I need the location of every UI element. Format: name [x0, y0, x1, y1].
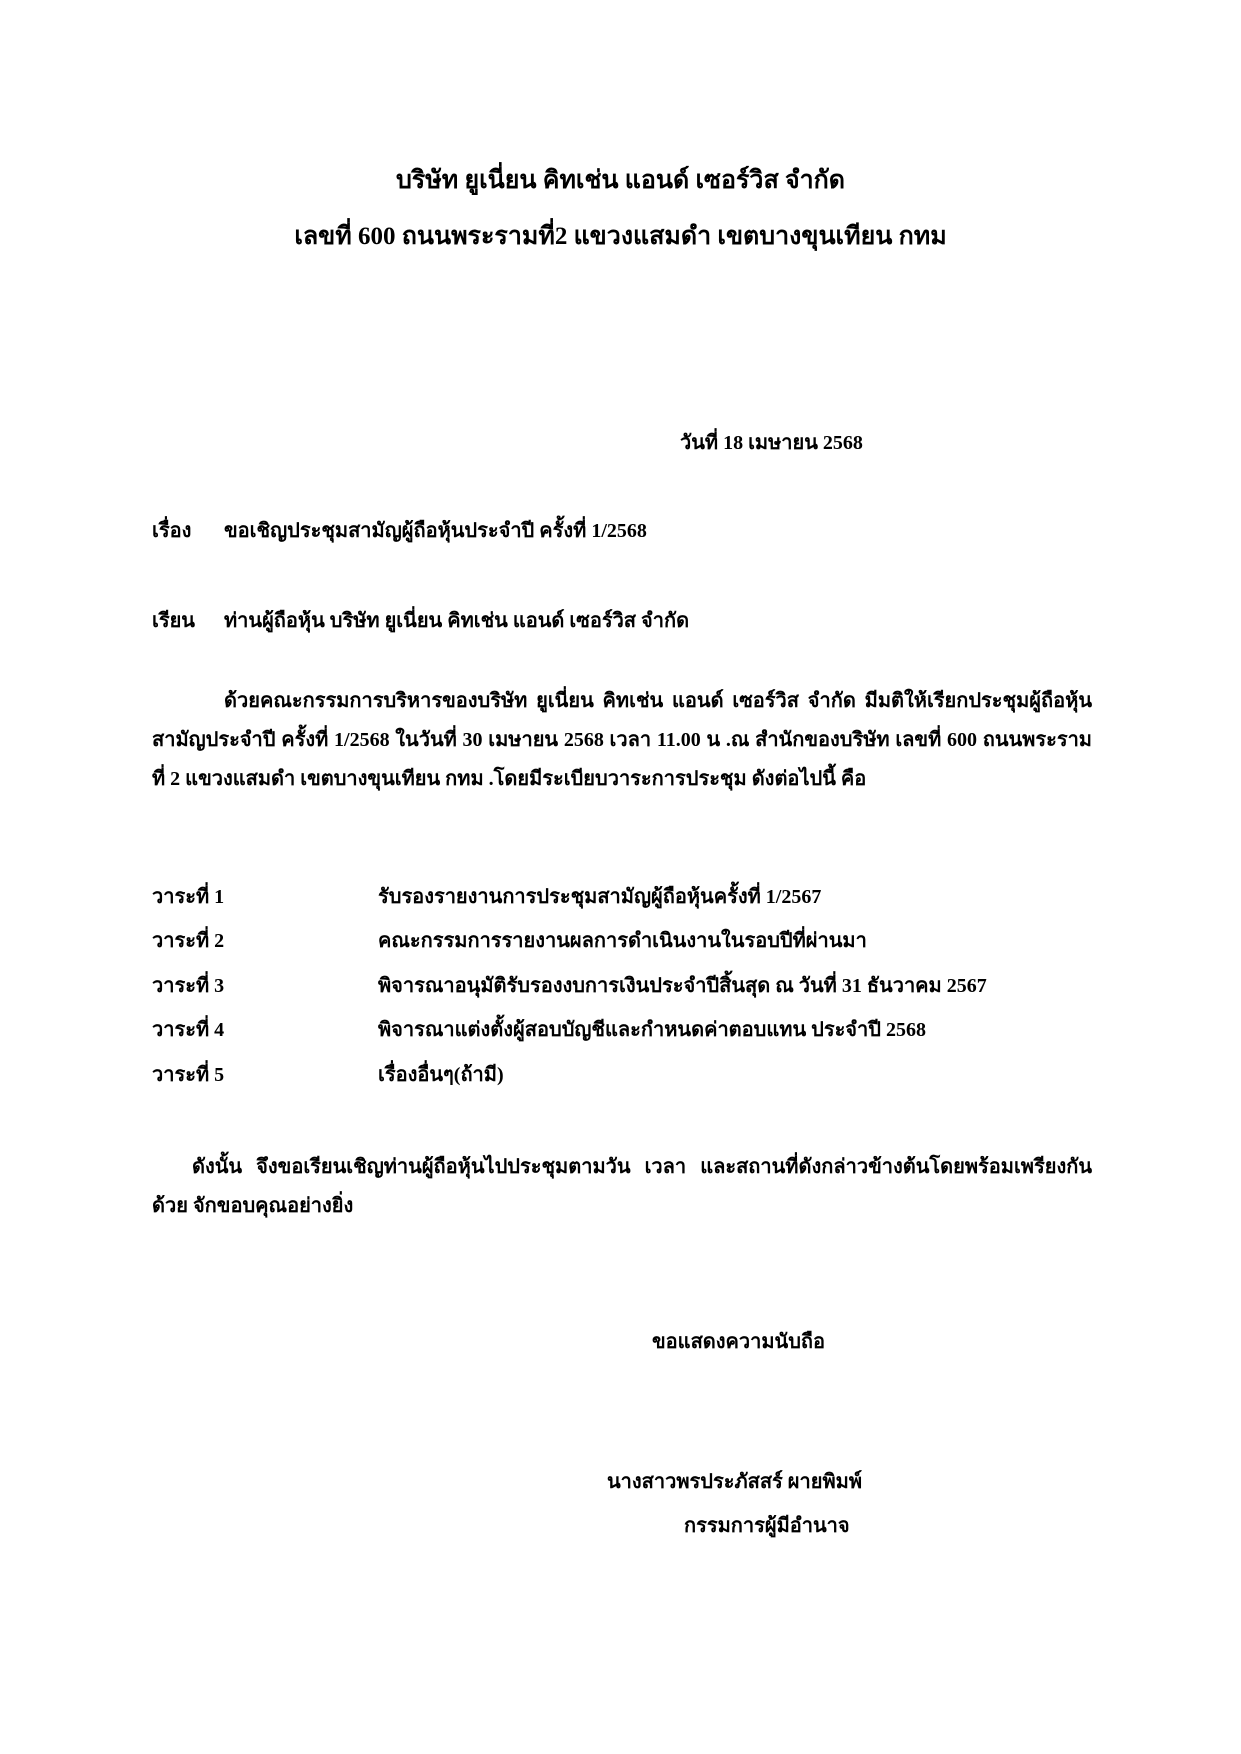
agenda-item-text: พิจารณาแต่งตั้งผู้สอบบัญชีและกำหนดค่าตอบแทน ประจำปี 2568: [378, 1019, 926, 1041]
regards-line: ขอแสดงความนับถือ: [652, 1331, 826, 1353]
letter-date: วันที่ 18 เมษายน 2568: [680, 432, 863, 454]
agenda-item-label: วาระที่ 3: [152, 975, 225, 997]
signatory-name: นางสาวพรประภัสสร์ ผายพิมพ์: [607, 1471, 862, 1493]
company-name: บริษัท ยูเนี่ยน คิทเช่น แอนด์ เซอร์วิส จำกัด: [395, 167, 846, 194]
agenda-item-label: วาระที่ 1: [152, 886, 225, 908]
recipient-text: ท่านผู้ถือหุ้น บริษัท ยูเนี่ยน คิทเช่น แอนด์ เซอร์วิส จำกัด: [224, 610, 690, 632]
subject-text: ขอเชิญประชุมสามัญผู้ถือหุ้นประจำปี ครั้งที่ 1/2568: [224, 520, 647, 542]
body-paragraph: ด้วยคณะกรรมการบริหารของบริษัท ยูเนี่ยน คิทเช่น แอนด์ เซอร์วิส จำกัด มีมติให้เรียกประชุมผู้ถือหุ้นสามัญประจำปี ครั้งที่ 1/2568 ในวันที่ 30 เมษายน 2568 เวลา 11.00 น .ณ สำนักของบริษัท เลขที่ 600 ถนนพระรามที่ 2 แขวงแสมดำ เขตบางขุนเทียน กทม .โดยมีระเบียบวาระการประชุม ดังต่อไปนี้ คือ: [152, 690, 1092, 790]
company-address: เลขที่ 600 ถนนพระรามที่2 แขวงแสมดำ เขตบางขุนเทียน กทม: [294, 223, 947, 250]
agenda-item-text: เรื่องอื่นๆ(ถ้ามี): [378, 1064, 504, 1086]
signatory-title: กรรมการผู้มีอำนาจ: [684, 1515, 850, 1537]
recipient-label: เรียน: [152, 610, 195, 632]
closing-paragraph: ดังนั้น จึงขอเรียนเชิญท่านผู้ถือหุ้นไปประชุมตามวัน เวลา และสถานที่ดังกล่าวข้างต้นโดยพร้อมเพรียงกันด้วย จักขอบคุณอย่างยิ่ง: [152, 1156, 1092, 1217]
subject-label: เรื่อง: [152, 520, 192, 542]
agenda-item-text: คณะกรรมการรายงานผลการดำเนินงานในรอบปีที่ผ่านมา: [378, 930, 867, 952]
agenda-item-text: รับรองรายงานการประชุมสามัญผู้ถือหุ้นครั้งที่ 1/2567: [378, 886, 822, 908]
agenda-item-text: พิจารณาอนุมัติรับรองงบการเงินประจำปีสิ้นสุด ณ วันที่ 31 ธันวาคม 2567: [378, 975, 987, 997]
agenda-item-label: วาระที่ 2: [152, 930, 225, 952]
agenda-item-label: วาระที่ 5: [152, 1064, 225, 1086]
agenda-item-label: วาระที่ 4: [152, 1019, 225, 1041]
